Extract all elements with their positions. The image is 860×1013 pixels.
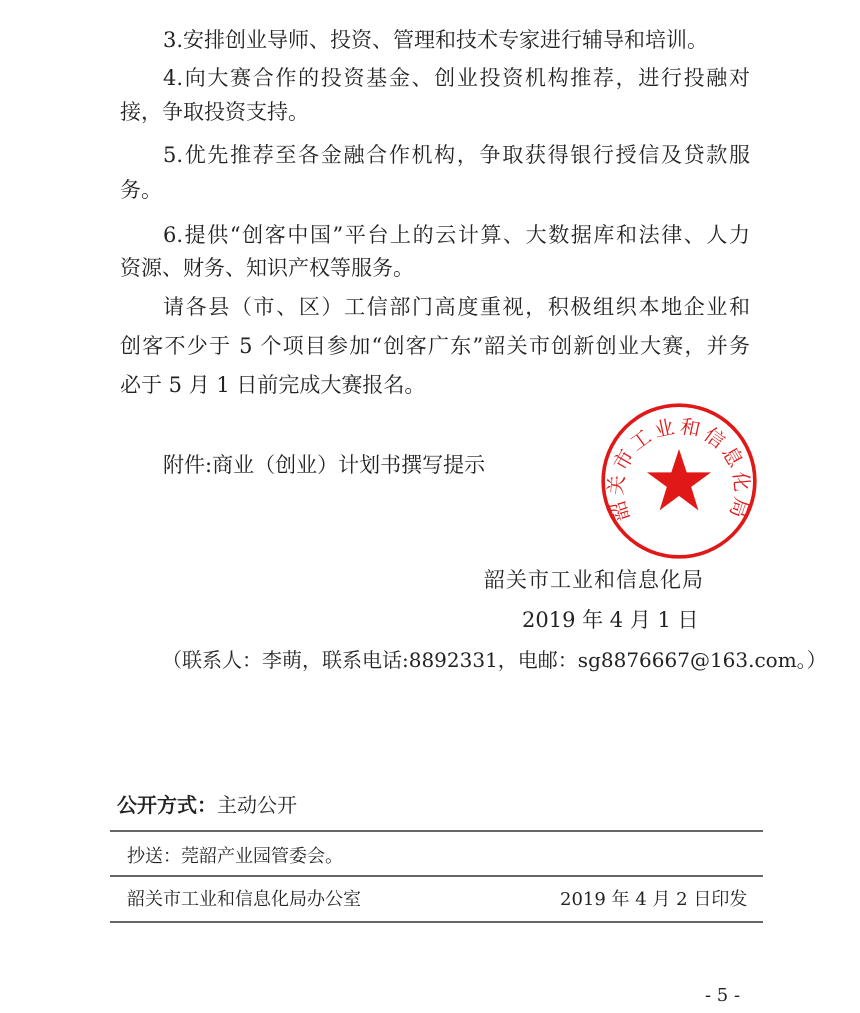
seal-text: 韶关市工业和信息化局 bbox=[604, 414, 754, 525]
body-line: 3.安排创业导师、投资、管理和技术专家进行辅导和培训。 bbox=[163, 28, 709, 52]
disclosure-label: 公开方式： bbox=[117, 793, 217, 817]
cc-line: 抄送：莞韶产业园管委会。 bbox=[127, 846, 343, 867]
official-seal bbox=[600, 402, 758, 560]
attachment-note: 附件:商业（创业）计划书撰写提示 bbox=[163, 453, 486, 477]
page-number: - 5 - bbox=[705, 985, 741, 1006]
body-line: 4.向大赛合作的投资基金、创业投资机构推荐，进行投融对 bbox=[163, 66, 750, 90]
signature-org: 韶关市工业和信息化局 bbox=[484, 568, 704, 592]
disclosure-value: 主动公开 bbox=[217, 793, 297, 817]
issuer: 韶关市工业和信息化局办公室 bbox=[127, 889, 361, 910]
body-line: 请各县（市、区）工信部门高度重视，积极组织本地企业和 bbox=[163, 295, 750, 319]
body-line: 必于 5 月 1 日前完成大赛报名。 bbox=[120, 373, 426, 397]
contact-info: （联系人：李萌，联系电话:8892331，电邮：sg8876667@163.com。） bbox=[162, 648, 827, 672]
body-line: 6.提供“创客中国”平台上的云计算、大数据库和法律、人力 bbox=[163, 223, 750, 247]
divider bbox=[110, 921, 763, 923]
signature-date: 2019 年 4 月 1 日 bbox=[522, 608, 699, 632]
body-line: 资源、财务、知识产权等服务。 bbox=[120, 256, 414, 280]
body-line: 接，争取投资支持。 bbox=[120, 100, 309, 124]
star-icon bbox=[647, 449, 711, 510]
body-line: 务。 bbox=[120, 178, 162, 202]
disclosure bbox=[117, 791, 297, 819]
divider bbox=[110, 830, 763, 832]
divider bbox=[110, 875, 763, 877]
issue-date: 2019 年 4 月 2 日印发 bbox=[560, 889, 748, 910]
body-line: 创客不少于 5 个项目参加“创客广东”韶关市创新创业大赛，并务 bbox=[120, 334, 750, 358]
body-line: 5.优先推荐至各金融合作机构，争取获得银行授信及贷款服 bbox=[163, 143, 750, 167]
